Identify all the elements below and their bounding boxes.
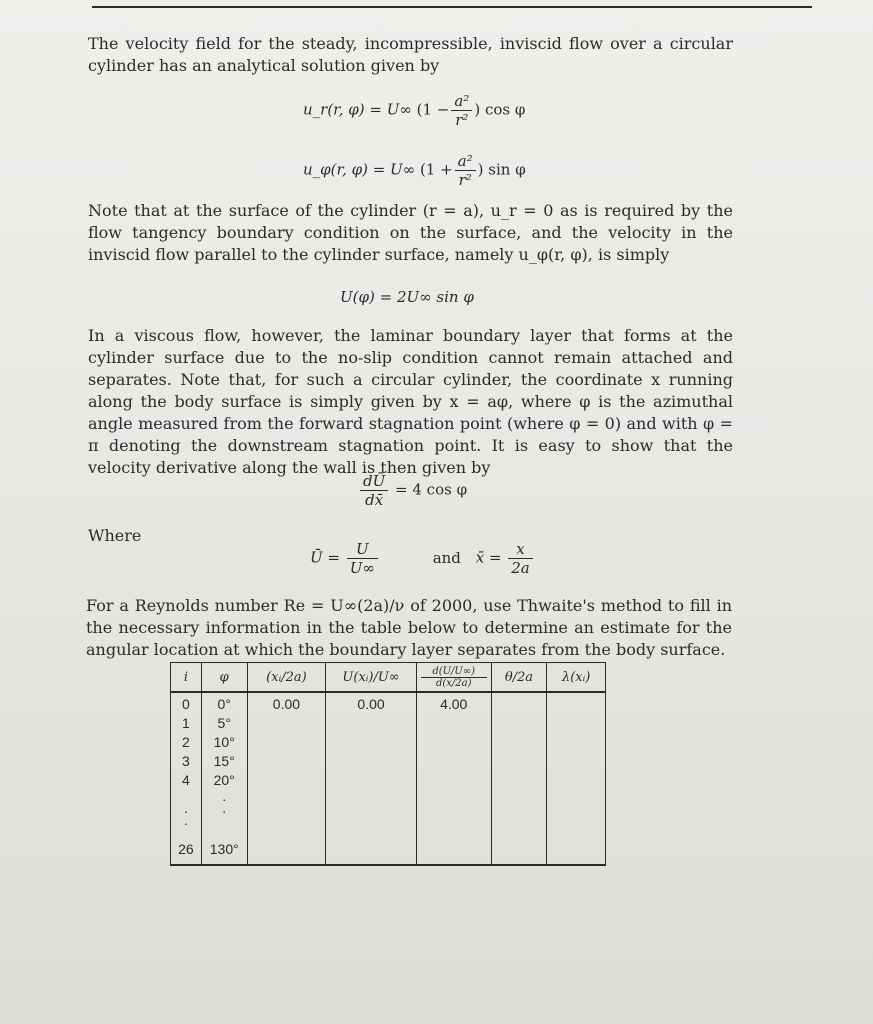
equation-derivative: $\frac{dŪ}{dx̄}$ = 4 cos φ: [358, 472, 467, 509]
note-paragraph: Note that at the surface of the cylinder (r = a), u_r = 0 as is required by the flow tangency boundary condition on the surface, and the velocity in the inviscid flow parallel to the cylinder surface, namely u_φ(r, φ), is simply: [88, 201, 733, 264]
table-row: 1 5°: [171, 714, 606, 733]
table-header-row: [171, 663, 606, 693]
intro-paragraph: The velocity field for the steady, incompressible, inviscid flow over a circular cylinder has an analytical solution given by: [88, 34, 733, 75]
header-i: i: [171, 663, 202, 693]
header-dU-dx: d(U/U∞) d(x/2a): [416, 663, 491, 693]
header-theta: θ/2a: [491, 663, 547, 693]
equation-uphi: u_φ(r, φ) = U∞ (1 + $\frac{\text{a²}}{\text{r²}}$ ) sin φ: [303, 152, 526, 189]
equation-U: U(φ) = 2U∞ sin φ: [340, 288, 474, 306]
table-row: 0 0° 0.00 0.00 4.00: [171, 692, 606, 714]
results-table: [170, 662, 606, 866]
table-ellipsis-row: . . . .: [171, 790, 606, 840]
header-lambda: λ(xᵢ): [547, 663, 606, 693]
equation-ur: u_r(r, φ) = U∞ (1 − $\frac{\text{a²}}{\text{r²}}$ ) cos φ: [303, 92, 526, 129]
table-row: 3 15°: [171, 752, 606, 771]
problem-paragraph: For a Reynolds number Re = U∞(2a)/ν of 2000, use Thwaite's method to fill in the necessary information in the table below to determine an estimate for the angular location at which the boundary layer separates from the body surface.: [86, 596, 732, 659]
header-U-ratio: U(xᵢ)/U∞: [326, 663, 417, 693]
table-row: 4 20°: [171, 771, 606, 790]
header-phi: φ: [201, 663, 247, 693]
header-x-over-2a: (xᵢ/2a): [247, 663, 326, 693]
where-label: Where: [88, 526, 142, 545]
viscous-paragraph: In a viscous flow, however, the laminar boundary layer that forms at the cylinder surface due to the no-slip condition cannot remain attached and separates. Note that, for such a circular cylinder, the coordinate x running along the body surface is simply given by x = aφ, where φ is the azimuthal angle measured from the forward stagnation point (where φ = 0) and with φ = π denoting the downstream stagnation point. It is easy to show that the velocity derivative along the wall is then given by: [88, 326, 733, 477]
table-row: 26 130°: [171, 840, 606, 865]
table-row: 2 10°: [171, 733, 606, 752]
equation-definitions: Ū = $\frac{U}{U\infty}$ and x̄ = $\frac{x}{2a}$: [310, 540, 535, 577]
top-rule: [92, 6, 812, 8]
